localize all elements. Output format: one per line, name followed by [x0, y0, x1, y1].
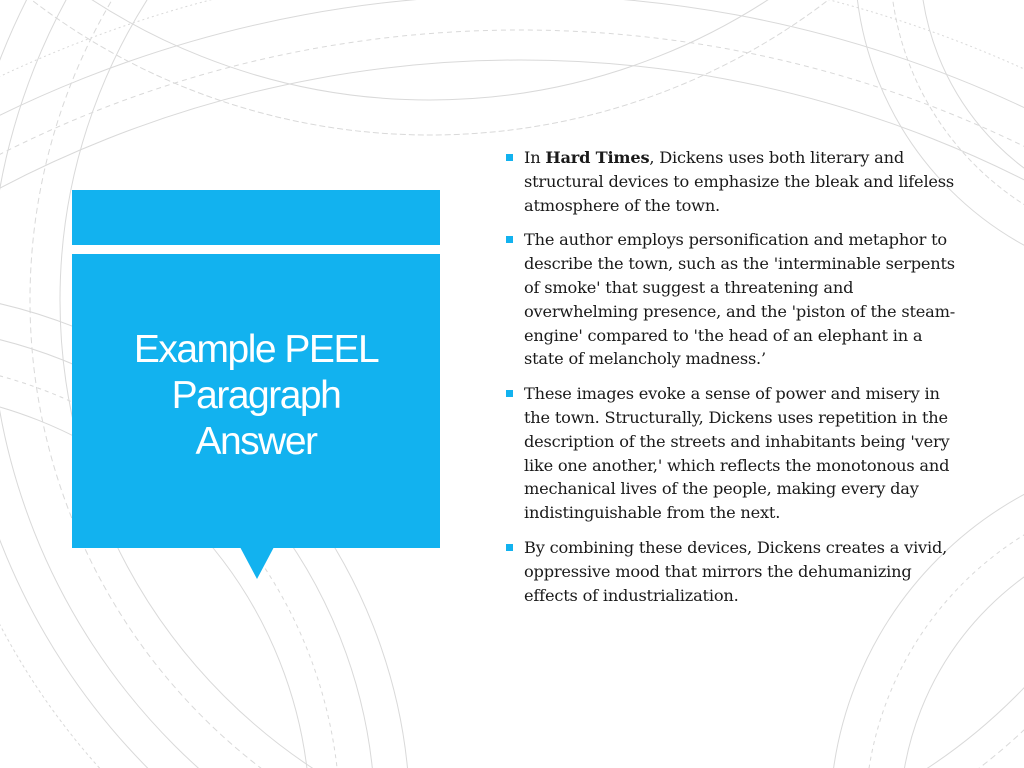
title-accent-bar [72, 190, 440, 245]
bullet-text [524, 146, 956, 217]
square-bullet-icon [506, 236, 513, 243]
square-bullet-icon [506, 390, 513, 397]
bullet-text: By combining these devices, Dickens creates a vivid, oppressive mood that mirrors the dehumanizing effects of industrialization. [524, 537, 948, 605]
bullet-item [506, 382, 956, 525]
bullet-item [506, 228, 956, 371]
bullet-prefix: In [524, 148, 546, 167]
bullet-text: These images evoke a sense of power and misery in the town. Structurally, Dickens uses repetition in the description of the streets and inhabitants being 'very like one another,' which reflects the monotonous and mechanical lives of the people, making every day indistinguishable from the next. [524, 384, 950, 523]
slide-title: Example PEEL Paragraph Answer [133, 328, 379, 463]
bullet-item [506, 536, 956, 607]
bullet-list [506, 146, 956, 618]
bullet-item [506, 146, 956, 217]
bullet-text: The author employs personification and metaphor to describe the town, such as the 'interminable serpents of smoke' that suggest a threatening and overwhelming presence, and the 'piston of the steam-engine' compared to 'the head of an elephant in a state of melancholy madness.’ [524, 230, 955, 369]
book-title: Hard Times [545, 148, 650, 167]
square-bullet-icon [506, 544, 513, 551]
bullet-body: , Dickens uses both literary and structural devices to emphasize the bleak and lifeless atmosphere of the town. [524, 148, 955, 215]
title-box-pointer [240, 547, 274, 579]
square-bullet-icon [506, 154, 513, 161]
title-box [72, 254, 440, 548]
